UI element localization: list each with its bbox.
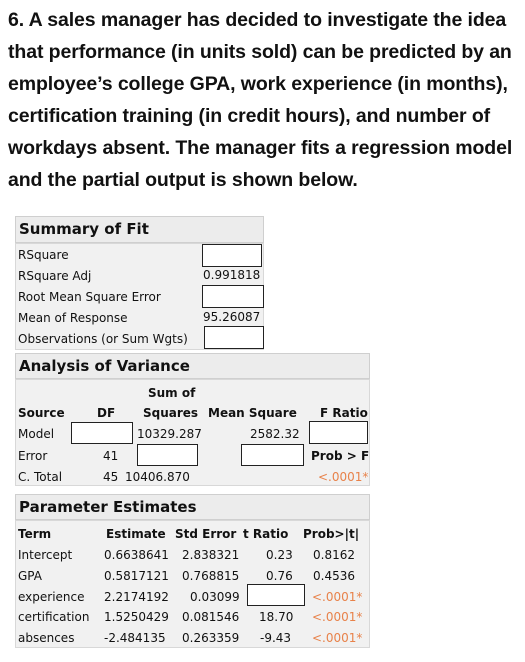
anova-prob-f-label: Prob > F (311, 449, 370, 463)
pe-row-certification-term: certification (18, 610, 90, 624)
anova-model-ms: 2582.32 (250, 427, 300, 441)
question-text: 6. A sales manager has decided to investigate the idea that performance (in units sold) can be predicted by an employee’s college GPA, work experience (in months), certification training (in credit hours), and number of workdays absent. The manager fits a regression model and the partial output is shown below. (8, 9, 513, 191)
rsquare-adj-label: RSquare Adj (18, 269, 92, 283)
anova-header: Analysis of Variance (15, 353, 370, 379)
rsquare-blank (202, 244, 262, 267)
pe-row-gpa-term: GPA (18, 569, 42, 583)
pe-row-intercept-se: 2.838321 (182, 548, 240, 562)
rsquare-label: RSquare (18, 248, 69, 262)
pe-row-absences-term: absences (18, 631, 75, 645)
anova-model-f-blank (309, 421, 368, 444)
anova-error-ss-blank (137, 444, 198, 466)
anova-total-ss: 10406.870 (125, 470, 190, 484)
pe-row-intercept-estimate: 0.6638641 (104, 548, 169, 562)
pe-row-certification-se: 0.081546 (182, 610, 240, 624)
pe-row-certification-t: 18.70 (259, 610, 294, 624)
anova-f-header: F Ratio (320, 406, 368, 420)
pe-row-experience-se: 0.03099 (190, 590, 240, 604)
pe-row-experience-estimate: 2.2174192 (104, 590, 169, 604)
summary-of-fit-header: Summary of Fit (15, 216, 264, 243)
pe-row-absences-p: <.0001* (312, 631, 363, 645)
pe-row-intercept-p: 0.8162 (313, 548, 355, 562)
pe-row-certification-p: <.0001* (312, 610, 363, 624)
anova-total-df: 45 (103, 470, 119, 484)
pe-row-intercept-t: 0.23 (266, 548, 293, 562)
parameter-estimates-header: Parameter Estimates (15, 494, 370, 520)
pe-row-gpa-p: 0.4536 (313, 569, 355, 583)
rsquare-adj-value: 0.991818 (203, 268, 261, 282)
pe-se-header: Std Error (175, 527, 237, 541)
pe-row-absences-estimate: -2.484135 (104, 631, 166, 645)
mean-response-label: Mean of Response (18, 311, 128, 325)
observations-label: Observations (or Sum Wgts) (18, 332, 188, 346)
pe-term-header: Term (18, 527, 52, 541)
pe-row-absences-se: 0.263359 (182, 631, 240, 645)
pe-row-experience-term: experience (18, 590, 85, 604)
anova-ms-header: Mean Square (208, 406, 297, 420)
pe-row-intercept-term: Intercept (18, 548, 73, 562)
observations-blank (204, 326, 264, 349)
anova-df-header: DF (97, 406, 116, 420)
pe-row-experience-p: <.0001* (312, 590, 363, 604)
rmse-label: Root Mean Square Error (18, 290, 161, 304)
anova-source-header: Source (18, 406, 65, 420)
anova-error-df: 41 (103, 449, 119, 463)
pe-estimate-header: Estimate (106, 527, 166, 541)
mean-response-value: 95.26087 (203, 310, 261, 324)
pe-row-absences-t: -9.43 (260, 631, 292, 645)
anova-ss-top-header: Sum of (148, 386, 196, 400)
anova-model-ss: 10329.287 (137, 427, 202, 441)
pe-p-header: Prob>|t| (303, 527, 360, 541)
pe-row-experience-t-blank (247, 584, 305, 606)
anova-error-ms-blank (241, 444, 304, 466)
anova-model-df-blank (71, 422, 133, 444)
anova-model-source: Model (18, 427, 55, 441)
pe-row-gpa-t: 0.76 (266, 569, 293, 583)
anova-prob-f-value: <.0001* (318, 470, 369, 484)
rmse-blank (202, 285, 264, 308)
anova-total-source: C. Total (18, 470, 63, 484)
pe-row-gpa-estimate: 0.5817121 (104, 569, 169, 583)
anova-ss-header: Squares (143, 406, 199, 420)
anova-error-source: Error (18, 449, 48, 463)
pe-t-header: t Ratio (243, 527, 289, 541)
pe-row-gpa-se: 0.768815 (182, 569, 240, 583)
pe-row-certification-estimate: 1.5250429 (104, 610, 169, 624)
